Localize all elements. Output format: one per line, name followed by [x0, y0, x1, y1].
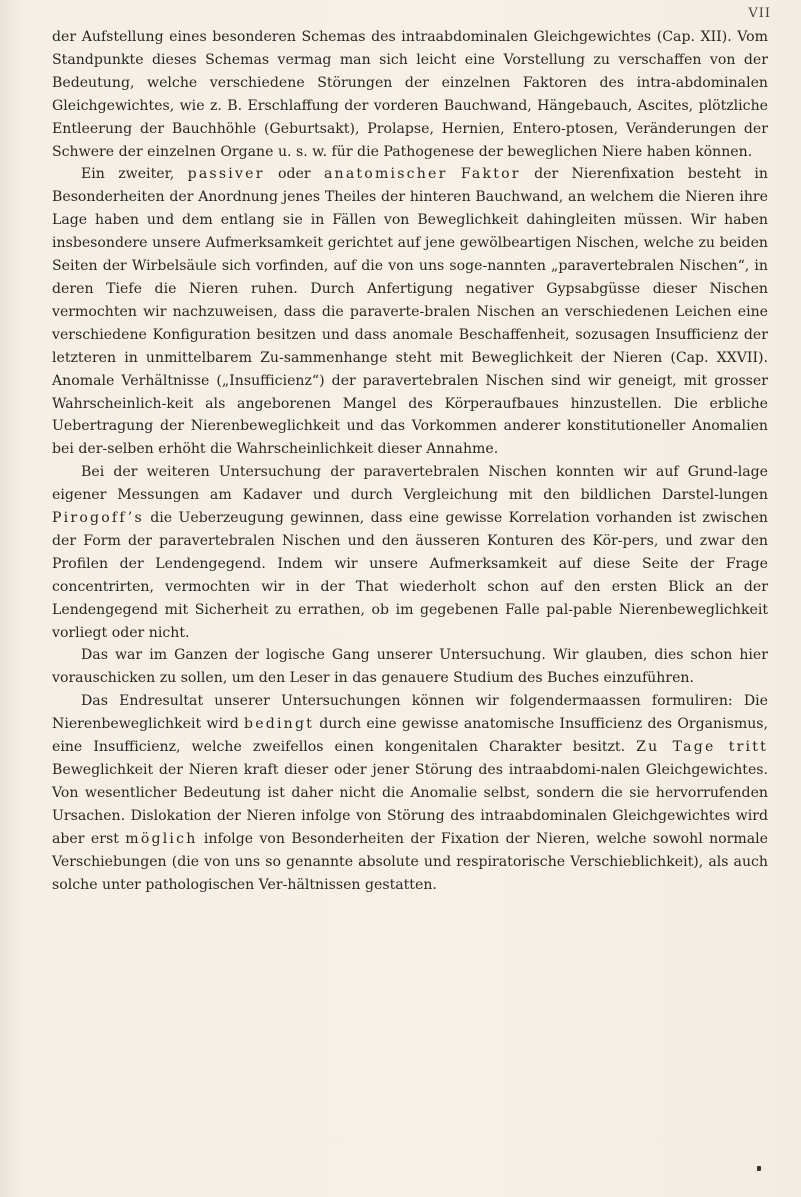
- text-run: der Nierenfixation besteht in Besonderheiten der Anordnung jenes Theiles der hinteren Bauchwand, an welchem die Nieren ihre Lage haben und dem entlang sie in Fällen von Beweglichkeit dahingleiten müssen. Wir haben insbesondere unsere Aufmerksamkeit gerichtet auf jene gewölbeartigen Nischen, welche zu beiden Seiten der Wirbelsäule sich vorfinden, auf die von uns soge-nannten „paravertebralen Nischen“, in deren Tiefe die Nieren ruhen. Durch Anfertigung negativer Gypsabgüsse dieser Nischen vermochten wir nachzuweisen, dass die paraverte-bralen Nischen an verschiedenen Leichen eine verschiedene Konfiguration besitzen und dass anomale Beschaffenheit, sozusagen Insufficienz der letzteren in unmittelbarem Zu-sammenhange steht mit Beweglichkeit der Nieren (Cap. XXVII). Anomale Verhältnisse („Insufficienz“) der paravertebralen Nischen sind wir geneigt, mit grosser Wahrscheinlich-keit als angeborenen Mangel des Körperaufbaues hinzustellen. Die erbliche Uebertragung der Nierenbeweglichkeit und das Vorkommen anderer konstitutioneller Anomalien bei der-selben erhöht die Wahrscheinlichkeit dieser Annahme.: [52, 166, 769, 458]
- text-run: Beweglichkeit der Nieren kraft dieser oder jener Störung des intraabdomi-nalen Gleichgewichtes. Von wesentlicher Bedeutung ist daher nicht die Anomalie selbst, sondern die sie hervorrufenden Ursachen. Dislokation der Nieren infolge von Störung des intraabdominalen Gleichgewichtes wird aber erst: [52, 762, 768, 847]
- paragraph: [52, 163, 768, 461]
- spaced-emphasis: anatomischer: [323, 166, 448, 183]
- text-run: durch eine gewisse anatomische Insufficienz des Organismus, eine Insufficienz, welche zweifellos einen kongenitalen Charakter besitzt.: [52, 716, 769, 756]
- text-run: [448, 166, 461, 182]
- text-run: die Ueberzeugung gewinnen, dass eine gewisse Korrelation vorhanden ist zwischen der Form der paravertebralen Nischen und den äusseren Konturen des Kör-pers, und zwar den Profilen der Lendengegend. Indem wir unsere Aufmerksamkeit auf diese Seite der Frage concentrirten, vermochten wir in der That wiederholt schon auf den ersten Blick an der Lendengegend mit Sicherheit zu errathen, ob im gegebenen Falle pal-pable Nierenbeweglichkeit vorliegt oder nicht.: [52, 510, 768, 641]
- text-run: Das Endresultat unserer Untersuchungen können wir folgendermaassen formuliren: Die Nierenbeweglichkeit wird: [52, 693, 768, 733]
- paragraph: [52, 461, 768, 644]
- spaced-emphasis: bedingt: [243, 716, 315, 733]
- text-run: infolge von Besonderheiten der Fixation der Nieren, welche sowohl normale Verschiebungen (die von uns so genannte absolute und respiratorische Verschieblichkeit), als auch solche unter pathologischen Ver-hältnissen gestatten.: [52, 830, 769, 893]
- text-run: oder: [264, 166, 324, 183]
- spaced-emphasis: passiver: [187, 166, 265, 183]
- paragraph: [52, 26, 768, 163]
- paragraph: [52, 690, 768, 896]
- text-run: der Aufstellung eines besonderen Schemas des intraabdominalen Gleichgewichtes (Cap. XII). Vom Standpunkte dieses Schemas vermag man sich leicht eine Vorstellung zu verschaffen von der Bedeutung, welche verschiedene Störungen der einzelnen Faktoren des intra-abdominalen Gleichgewichtes, wie z. B. Erschlaffung der vorderen Bauchwand, Hängebauch, Ascites, plötzliche Entleerung der Bauchhöhle (Geburtsakt), Prolapse, Hernien, Entero-ptosen, Veränderungen der Schwere der einzelnen Organe u. s. w. für die Pathogenese der beweglichen Niere haben können.: [52, 29, 768, 160]
- text-run: Das war im Ganzen der logische Gang unserer Untersuchung. Wir glauben, dies schon hier vorauschicken zu sollen, um den Leser in das genauere Studium des Buches einzuführen.: [52, 647, 768, 687]
- spaced-emphasis: möglich: [125, 830, 198, 847]
- text-run: Ein zweiter,: [81, 166, 188, 183]
- ink-speck: [757, 1166, 761, 1171]
- text-run: Bei der weiteren Untersuchung der paravertebralen Nischen konnten wir auf Grund-lage eigener Messungen am Kadaver und durch Vergleichung mit den bildlichen Darstel-lungen: [52, 464, 768, 504]
- paragraph: [52, 644, 768, 690]
- page-number: VII: [748, 6, 771, 21]
- spaced-emphasis: Pirogoff’s: [52, 510, 144, 527]
- spaced-emphasis: Faktor: [460, 166, 521, 183]
- spaced-emphasis: Zu Tage tritt: [636, 739, 768, 756]
- body-text: [52, 26, 768, 896]
